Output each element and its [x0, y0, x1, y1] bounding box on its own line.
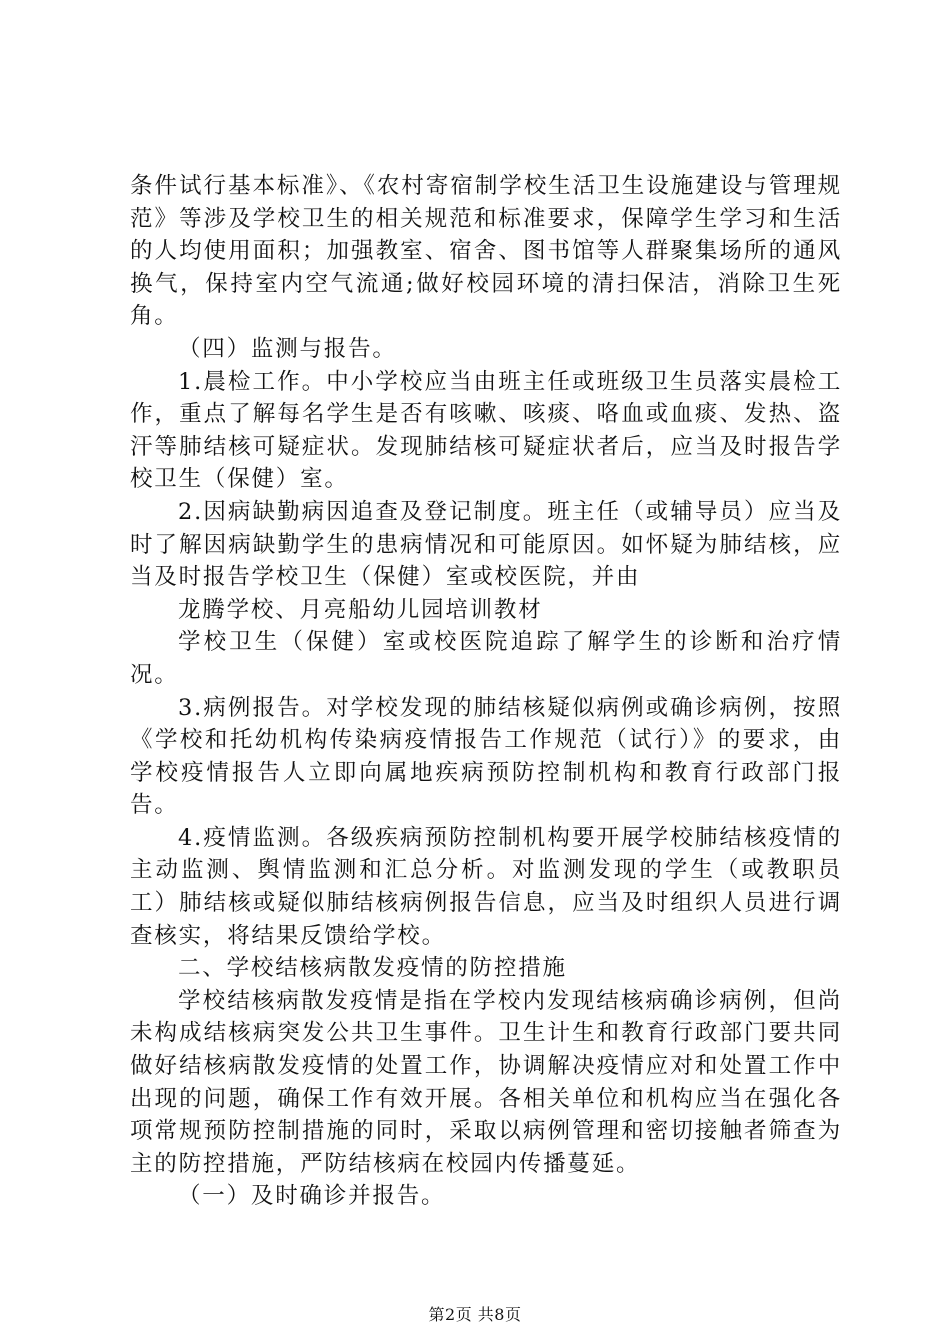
paragraph-sporadic-definition: 学校结核病散发疫情是指在学校内发现结核病确诊病例，但尚未构成结核病突发公共卫生事件。卫生计生和教育行政部门要共同做好结核病散发疫情的处置工作，协调解决疫情应对和处置工作中出现的问题，确保工作有效开展。各相关单位和机构应当在强化各项常规预防控制措施的同时，采取以病例管理和密切接触者筛查为主的防控措施，严防结核病在校园内传播蔓延。: [130, 987, 842, 1177]
section-heading-diagnosis-report: （一）及时确诊并报告。: [178, 1183, 446, 1210]
page-footer: 第2页 共8页: [428, 1305, 522, 1324]
section-heading-sporadic-control: 二、学校结核病散发疫情的防控措施: [178, 955, 567, 982]
section-heading-monitoring: （四）监测与报告。: [178, 335, 397, 362]
paragraph-case-report: 3.病例报告。对学校发现的肺结核疑似病例或确诊病例，按照《学校和托幼机构传染病疫情报告工作规范（试行）》的要求，由学校疫情报告人立即向属地疾病预防控制机构和教育行政部门报告。: [130, 694, 842, 819]
paragraph-school-clinic-followup: 学校卫生（保健）室或校医院追踪了解学生的诊断和治疗情况。: [130, 629, 842, 688]
paragraph-morning-check: 1.晨检工作。中小学校应当由班主任或班级卫生员落实晨检工作，重点了解每名学生是否有咳嗽、咳痰、咯血或血痰、发热、盗汗等肺结核可疑症状。发现肺结核可疑症状者后，应当及时报告学校卫生（保健）室。: [130, 368, 842, 493]
paragraph-training-material-note: 龙腾学校、月亮船幼儿园培训教材: [178, 596, 543, 623]
paragraph-absence-tracking: 2.因病缺勤病因追查及登记制度。班主任（或辅导员）应当及时了解因病缺勤学生的患病情况和可能原因。如怀疑为肺结核，应当及时报告学校卫生（保健）室或校医院，并由: [130, 498, 842, 591]
paragraph-epidemic-monitoring: 4.疫情监测。各级疾病预防控制机构要开展学校肺结核疫情的主动监测、舆情监测和汇总分析。对监测发现的学生（或教职员工）肺结核或疑似肺结核病例报告信息，应当及时组织人员进行调查核实，将结果反馈给学校。: [130, 824, 842, 949]
document-body: [130, 170, 842, 1213]
paragraph-continued: 条件试行基本标准》、《农村寄宿制学校生活卫生设施建设与管理规范》等涉及学校卫生的相关规范和标准要求，保障学生学习和生活的人均使用面积；加强教室、宿舍、图书馆等人群聚集场所的通风换气，保持室内空气流通;做好校园环境的清扫保洁，消除卫生死角。: [130, 173, 842, 330]
